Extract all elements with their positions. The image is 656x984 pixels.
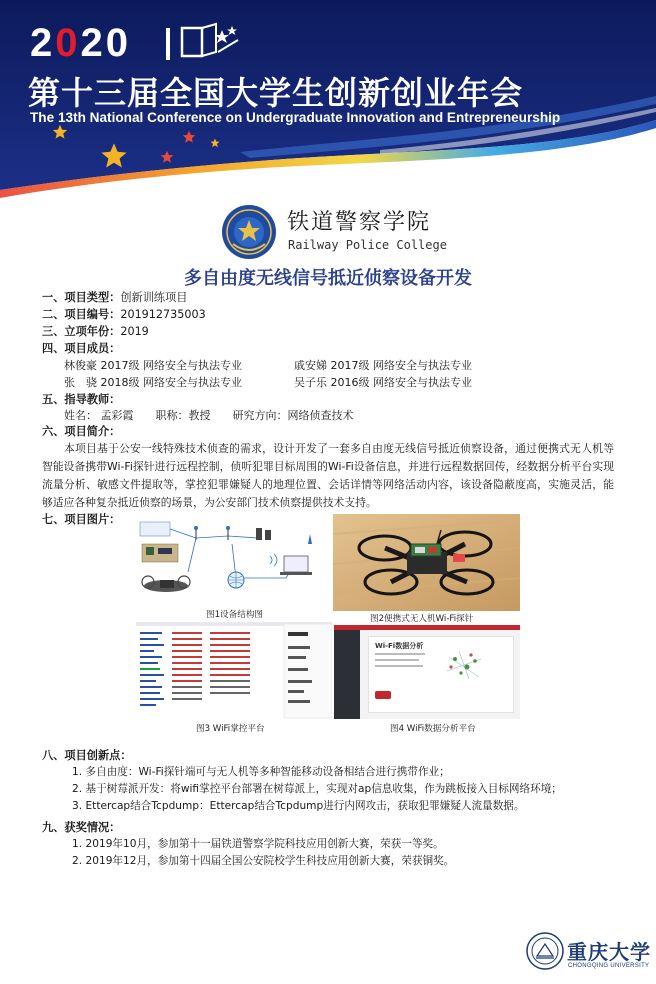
section-awards xyxy=(42,820,120,835)
device-structure-image xyxy=(136,516,324,608)
year-digit-red: 0 xyxy=(55,21,81,65)
section-label: 七、项目图片： xyxy=(42,513,121,526)
advisor-line: 姓名： 孟彩霞 职称：教授 研究方向：网络侦查技术 xyxy=(64,409,354,422)
member-name: 张 骁 xyxy=(64,376,97,389)
section-label: 八、项目创新点： xyxy=(42,749,132,762)
star-icon xyxy=(52,124,68,140)
header-divider xyxy=(166,28,170,60)
innovation-item: 3. Ettercap结合Tcpdump：Ettercap结合Tcpdump进行内网攻击，获取犯罪嫌疑人流量数据。 xyxy=(72,800,525,812)
section-type xyxy=(42,290,187,305)
section-intro xyxy=(42,424,120,439)
section-innovation xyxy=(42,748,132,763)
member-row xyxy=(294,375,472,390)
award-item: 1. 2019年10月，参加第十一届铁道警察学院科技应用创新大赛，荣获一等奖。 xyxy=(72,838,444,850)
member-name: 林俊豪 xyxy=(64,359,97,372)
year-digit: 2 xyxy=(30,21,56,65)
intro-paragraph: 本项目基于公安一线特殊技术侦查的需求，设计开发了一套多自由度无线信号抵近侦察设备，通过便携式无人机等智能设备携带Wi-Fi探针进行远程控制，侦听犯罪目标周围的Wi-Fi设备信息，并进行远程数据回传，经数据分析平台实现流量分析、敏感文件提取等，掌控犯罪嫌疑人的地理位置、会话详情等网络活动内容，该设备隐蔽度高，实施灵活，能够适应各种复杂抵近侦察的场景，为公安部门技术侦察提供技术支持。 xyxy=(42,442,614,509)
screen-topbar xyxy=(334,625,520,630)
drone-probe-image xyxy=(333,514,520,611)
section-label: 四、项目成员： xyxy=(42,342,121,355)
analysis-graph-image xyxy=(369,637,515,714)
innovation-item: 1. 多自由度：Wi-Fi探针端可与无人机等多种智能移动设备相结合进行携带作业； xyxy=(72,766,450,778)
conference-title-cn: 第十三届全国大学生创新创业年会 xyxy=(28,74,524,112)
university-name-cn: 重庆大学 xyxy=(567,940,651,964)
school-name-cn: 铁道警察学院 xyxy=(287,210,432,235)
figure-structure-diagram xyxy=(136,516,324,608)
section-value: 201912735003 xyxy=(120,308,206,321)
conference-title-en: The 13th National Conference on Undergraduate Innovation and Entrepreneurship xyxy=(30,110,561,125)
section-label: 二、项目编号： xyxy=(42,308,121,321)
railway-police-emblem-icon xyxy=(221,204,277,260)
figure-wifi-control-platform xyxy=(136,622,332,720)
section-label: 五、指导教师： xyxy=(42,393,121,406)
member-name: 吴子乐 xyxy=(294,376,327,389)
award-item: 2. 2019年12月，参加第十四届全国公安院校学生科技应用创新大赛，荣获铜奖。 xyxy=(72,855,455,867)
section-year xyxy=(42,324,149,339)
innovation-item: 2. 基于树莓派开发：将wifi掌控平台部署在树莓派上，实现对ap信息收集，作为跳板接入目标网络环境； xyxy=(72,783,562,795)
section-value: 创新训练项目 xyxy=(120,291,188,304)
section-label: 九、获奖情况： xyxy=(42,821,121,834)
member-row xyxy=(294,358,472,373)
section-members xyxy=(42,341,120,356)
member-info: 2017级 网络安全与执法专业 xyxy=(100,359,242,372)
conference-year xyxy=(30,22,131,64)
section-id xyxy=(42,307,206,322)
year-digits: 20 xyxy=(80,21,131,65)
star-icon xyxy=(182,130,196,144)
figure-caption: 图2便携式无人机Wi-Fi探针 xyxy=(370,614,474,624)
school-name-en: Railway Police College xyxy=(288,238,447,252)
member-row xyxy=(64,358,242,373)
screen-title: Wi-Fi数据分析 xyxy=(375,642,424,650)
wifi-control-screen-image xyxy=(136,622,332,720)
star-icon xyxy=(100,142,128,170)
member-info: 2018级 网络安全与执法专业 xyxy=(100,376,242,389)
analysis-screen xyxy=(334,625,520,719)
section-label: 三、立项年份： xyxy=(42,325,121,338)
member-row xyxy=(64,375,242,390)
screen-card xyxy=(368,636,514,713)
figure-caption: 图3 WiFi掌控平台 xyxy=(196,724,265,734)
university-name-en: CHONGQING UNIVERSITY xyxy=(568,963,650,969)
section-value: 2019 xyxy=(120,325,149,338)
star-icon xyxy=(210,138,220,148)
chongqing-university-emblem-icon xyxy=(526,932,564,970)
member-info: 2017级 网络安全与执法专业 xyxy=(330,359,472,372)
member-name: 戚安娣 xyxy=(294,359,327,372)
figure-drone-photo xyxy=(333,514,520,611)
figure-caption: 图4 WiFi数据分析平台 xyxy=(390,724,476,734)
section-label: 一、项目类型： xyxy=(42,291,121,304)
section-advisor xyxy=(42,392,120,407)
screen-sidebar xyxy=(334,630,360,719)
conference-logo-icon xyxy=(180,22,240,62)
star-icon xyxy=(160,150,174,164)
section-images xyxy=(42,512,120,527)
project-title: 多自由度无线信号抵近侦察设备开发 xyxy=(184,268,472,289)
conference-banner xyxy=(0,0,656,200)
member-info: 2016级 网络安全与执法专业 xyxy=(330,376,472,389)
section-label: 六、项目简介： xyxy=(42,425,121,438)
figure-wifi-analysis-platform xyxy=(334,625,520,719)
figure-caption: 图1设备结构图 xyxy=(206,610,264,620)
